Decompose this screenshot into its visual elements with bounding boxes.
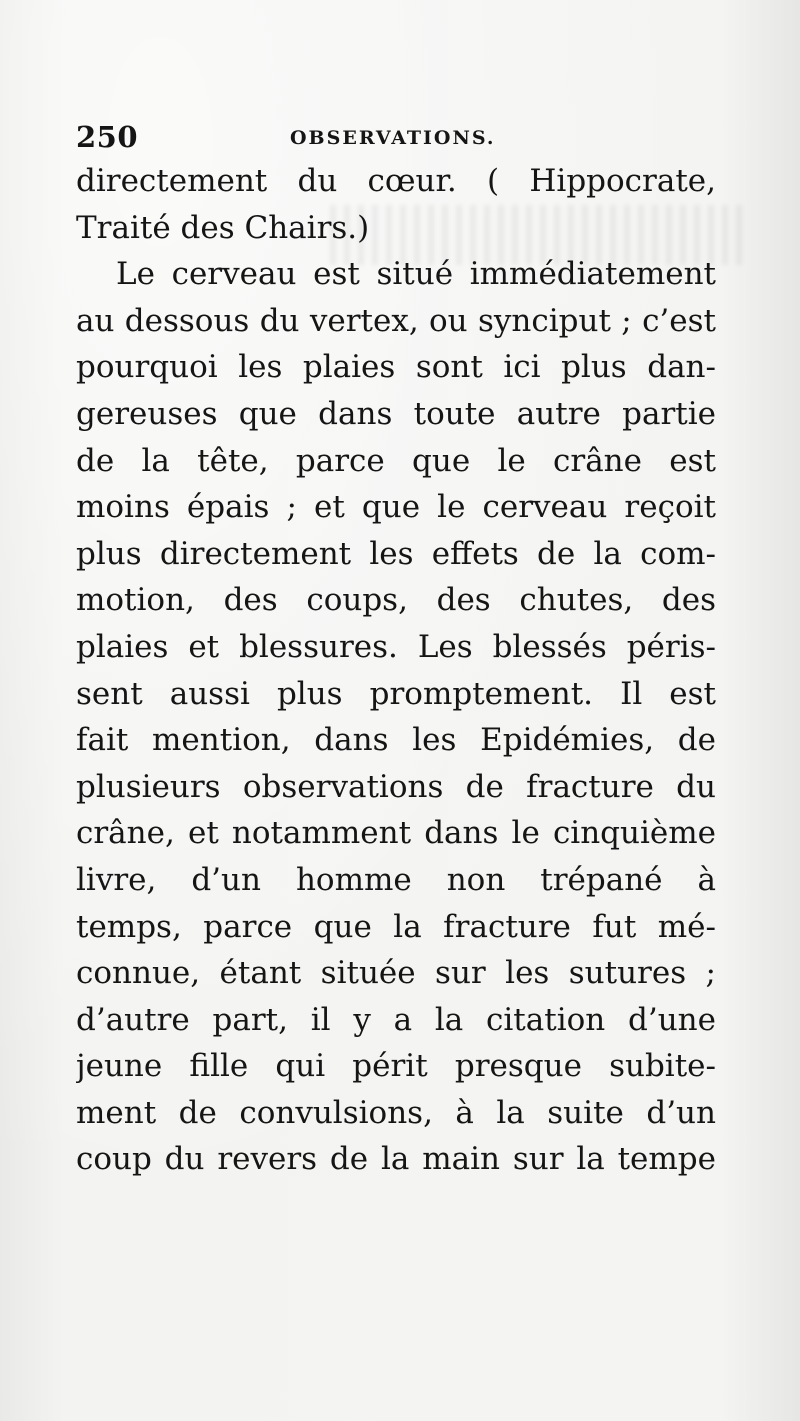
text-line: motion, des coups, des chutes, des — [76, 582, 716, 619]
text-line: gereuses que dans toute autre partie — [76, 395, 716, 432]
text-line: sent aussi plus promptement. Il est — [76, 675, 716, 712]
text-line: temps, parce que la fracture fut mé- — [76, 908, 716, 945]
text-line: directement du cœur. ( Hippocrate, — [76, 163, 716, 199]
page-number: 250 — [76, 120, 139, 154]
body-text — [76, 158, 716, 1183]
running-head: OBSERVATIONS. — [290, 127, 496, 149]
page-header — [76, 120, 716, 160]
text-line: fait mention, dans les Epidémies, de — [76, 722, 716, 759]
text-line: plaies et blessures. Les blessés péris- — [76, 628, 716, 665]
text-line: plus directement les effets de la com- — [76, 535, 716, 572]
text-line: au dessous du vertex, ou synciput ; c’est — [76, 302, 716, 339]
text-line: de la tête, parce que le crâne est — [76, 442, 716, 479]
text-line: connue, étant située sur les sutures ; — [76, 955, 716, 992]
text-line: moins épais ; et que le cerveau reçoit — [76, 489, 716, 526]
paragraph-first-line: Le cerveau est situé immédiatement — [116, 256, 716, 293]
text-line: d’autre part, il y a la citation d’une — [76, 1001, 716, 1038]
text-line: pourquoi les plaies sont ici plus dan- — [76, 349, 716, 386]
text-line: ment de convulsions, à la suite d’un — [76, 1094, 716, 1131]
text-line: crâne, et notamment dans le cinquième — [76, 815, 716, 852]
text-line: livre, d’un homme non trépané à — [76, 861, 716, 898]
text-line: plusieurs observations de fracture du — [76, 768, 716, 805]
text-line: Traité des Chairs.) — [76, 209, 370, 246]
text-line: jeune fille qui périt presque subite- — [76, 1048, 716, 1085]
text-line: coup du revers de la main sur la tempe — [76, 1141, 716, 1178]
